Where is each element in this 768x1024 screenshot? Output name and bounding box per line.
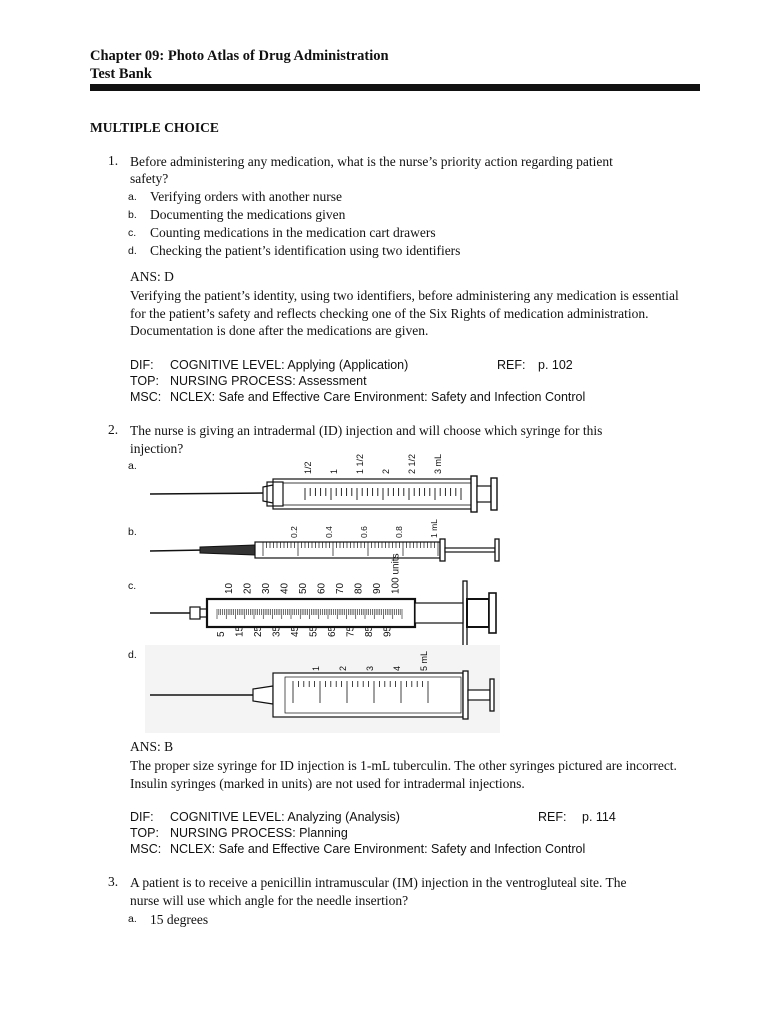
scale-label: 0.8 [394,526,404,538]
plunger-rod [445,548,495,552]
question-stem-line: injection? [130,441,184,456]
ref-value: p. 102 [538,358,573,372]
scale-label: 1/2 [303,461,313,474]
scale-label: 35 [271,625,283,637]
scale-label: 2 [338,665,348,671]
barrel-flange [471,476,477,512]
plunger-thumb [495,539,499,561]
top-label: TOP: [130,374,159,388]
barrel-flange [463,671,468,719]
needle-hub [200,545,255,555]
option-letter: b. [128,209,137,221]
question-stem-line: nurse will use which angle for the needle insertion? [130,893,409,908]
plunger-thumb [491,478,497,510]
question-number: 2. [108,422,119,437]
syringe-d-5ml-image [145,645,505,735]
option-text: Checking the patient’s identification using two identifiers [150,243,461,258]
dif-label: DIF: [130,358,154,372]
scale-label: 5 mL [419,650,429,671]
scale-label: 100 units [390,553,402,594]
question-number: 1. [108,153,119,168]
question-stem-line: Before administering any medication, what is the nurse’s priority action regarding patient [130,154,613,169]
scale-label: 1 mL [429,519,439,538]
section-title: MULTIPLE CHOICE [90,120,219,135]
question-stem-line: A patient is to receive a penicillin intramuscular (IM) injection in the ventrogluteal site. The [130,875,627,890]
scale-label: 40 [279,582,291,594]
answer-key: ANS: B [130,739,174,754]
option-letter: a. [128,460,137,472]
answer-key: ANS: D [130,269,174,284]
scale-label: 1 [311,665,321,671]
ref-value: p. 114 [582,810,616,824]
scale-label: 0.6 [359,526,369,538]
scale-label: 60 [316,582,328,594]
barrel-flange [440,539,445,561]
question-stem-line: The nurse is giving an intradermal (ID) injection and will choose which syringe for this [130,423,603,438]
option-letter: d. [128,649,137,661]
scale-label: 10 [224,582,235,594]
scale-label: 2 1/2 [407,453,417,474]
test-bank-label: Test Bank [90,66,152,82]
scale-label: 4 [392,665,402,671]
plunger-rod [468,690,490,700]
msc-value: NCLEX: Safe and Effective Care Environment: Safety and Infection Control [170,842,586,856]
dif-label: DIF: [130,810,154,824]
plunger-rod [467,599,489,627]
syringe-a-3ml-image [145,448,505,528]
msc-label: MSC: [130,842,162,856]
option-text: Documenting the medications given [150,207,346,222]
msc-value: NCLEX: Safe and Effective Care Environment: Safety and Infection Control [170,390,586,404]
scale-label: 50 [298,582,309,594]
needle [150,550,205,551]
scale-label: 90 [372,582,383,594]
scale-label: 1 [329,468,339,474]
scale-label: 0.2 [289,526,299,538]
ref-label: REF: [538,810,567,824]
top-value: NURSING PROCESS: Assessment [170,374,367,388]
plunger-thumb [489,593,496,633]
msc-label: MSC: [130,390,162,404]
scale-label: 45 [290,625,301,637]
scale-label: 3 mL [433,453,443,474]
plunger-thumb [490,679,494,711]
scale-label: 20 [242,582,254,594]
scale-label: 30 [261,582,272,594]
option-letter: c. [128,580,137,592]
scale-label: 1 1/2 [355,453,365,474]
option-letter: a. [128,191,137,203]
scale-label: 65 [327,625,338,637]
scale-label: 5 [216,631,227,637]
header-rule [90,84,700,91]
needle-hub [253,686,273,704]
question-stem-line: safety? [130,171,169,186]
scale-label: 55 [308,625,320,637]
option-letter: a. [128,913,137,925]
answer-rationale: The proper size syringe for ID injection is 1-mL tuberculin. The other syringes pictured are incorrect. Insulin syringes (marked in units) are not used for intradermal injections. [130,758,677,791]
option-text: Counting medications in the medication cart drawers [150,225,436,240]
option-letter: c. [128,227,137,239]
syringe-b-1ml-image [145,518,505,578]
needle-hub [263,485,273,503]
plunger-rod [415,603,463,623]
option-text: 15 degrees [150,912,209,927]
dif-value: COGNITIVE LEVEL: Applying (Application) [170,358,409,372]
scale-label: 2 [381,468,391,474]
option-letter: d. [128,245,137,257]
scale-label: 80 [353,582,365,594]
scale-label: 85 [364,625,375,637]
scale-label: 25 [253,625,264,637]
top-label: TOP: [130,826,159,840]
needle-hub [190,607,200,619]
scale-label: 3 [365,665,375,671]
top-value: NURSING PROCESS: Planning [170,826,348,840]
chapter-title: Chapter 09: Photo Atlas of Drug Administration [90,48,389,64]
scale-label: 70 [335,582,346,594]
option-letter: b. [128,526,137,538]
answer-rationale: Verifying the patient’s identity, using two identifiers, before administering any medication is essential for the patient’s safety and reflects checking one of the Six Rights of medication administration. Documentation is done after the medications are given. [130,288,679,338]
option-text: Verifying orders with another nurse [150,189,342,204]
barrel [273,673,463,717]
question-number: 3. [108,874,119,889]
scale-label: 75 [345,625,357,637]
scale-label: 95 [382,625,394,637]
dif-value: COGNITIVE LEVEL: Analyzing (Analysis) [170,810,400,824]
barrel [255,542,440,558]
syringe-c-insulin-image [145,553,525,643]
scale-label: 0.4 [324,526,334,538]
needle [150,493,265,494]
plunger-rod [477,486,491,502]
scale-label: 15 [234,625,246,637]
ref-label: REF: [497,358,526,372]
